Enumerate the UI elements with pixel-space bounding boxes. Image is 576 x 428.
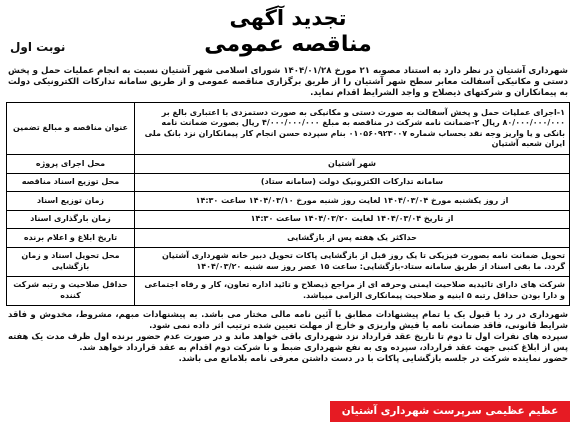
table-row — [7, 210, 570, 229]
note-paragraph: سپرده های نفرات اول تا دوم تا تاریخ عقد قرارداد نزد شهرداری باقی خواهد ماند و در صورت عدم حضور برنده اول ظرف مدت یک هفته پس از ابلاغ کتبی جهت عقد قرارداد، سپرده وی به نفع شهرداری ضبط و با شرکت دوم اقدام به عقد قرارداد خواهد شد. — [8, 330, 568, 352]
table-cell-label: حداقل صلاحیت و رتبه شرکت کننده — [7, 276, 135, 305]
table-cell-label: محل اجرای پروژه — [7, 155, 135, 174]
header — [6, 4, 570, 64]
note-paragraph: شهرداری در رد یا قبول یک یا تمام پیشنهادات مطابق با آئین نامه مالی مختار می باشد. به پیشنهادات مبهم، مشروط، مخدوش و فاقد شرایط قانونی، فاقد ضمانت نامه یا فیش واریزی و خارج از مهلت تعیین شده ترتیب اثر داده نمی شود. — [8, 308, 568, 330]
table-cell-value: شرکت های دارای تائیدیه صلاحیت ایمنی وحرفه ای از مراجع ذیصلاح و تائید اداره تعاون، کار و رفاه اجتماعی و دارا بودن حداقل رتبه ۵ ابنیه و صلاحیت پیمانکاری الزامی میباشد. — [135, 276, 570, 305]
table-cell-value: تحویل ضمانت نامه بصورت فیزیکی تا یک روز قبل از بازگشایی پاکات تحویل دبیر خانه شهرداری آشتیان گردد. ما بقی اسناد از طریق سامانه ستاد-بازگشایی: ساعت ۱۵ عصر روز سه شنبه ۱۴۰۴/۰۳/۲۰ — [135, 247, 570, 276]
table-cell-value: از تاریخ ۱۴۰۴/۰۳/۰۴ لغایت ۱۴۰۴/۰۳/۲۰ ساعت ۱۴:۳۰ — [135, 210, 570, 229]
table-cell-label: محل توزیع اسناد مناقصه — [7, 173, 135, 192]
tender-table — [6, 102, 570, 306]
table-row — [7, 192, 570, 211]
signature-banner: عظیم عظیمی سرپرست شهرداری آشتیان — [330, 401, 570, 422]
table-cell-label: تاریخ ابلاغ و اعلام برنده — [7, 229, 135, 248]
table-row — [7, 103, 570, 155]
table-cell-label: زمان توزیع اسناد — [7, 192, 135, 211]
notice-subtitle: مناقصه عمومی — [204, 32, 372, 57]
table-row — [7, 247, 570, 276]
table-cell-value: شهر آشتیان — [135, 155, 570, 174]
table-cell-value: حداکثر یک هفته پس از بازگشایی — [135, 229, 570, 248]
note-paragraph: حضور نماینده شرکت در جلسه بازگشایی پاکات با در دست داشتن معرفی نامه بلامانع می باشد. — [178, 352, 568, 363]
table-cell-label: عنوان مناقصه و مبالغ تضمین — [7, 103, 135, 155]
intro-paragraph: شهرداری آشتیان در نظر دارد به استناد مصوبه ۲۱ مورخ ۱۴۰۴/۰۱/۲۸ شورای اسلامی شهر آشتیان نسبت به انجام عملیات حمل و پخش دستی و مکانیکی آسفالت معابر سطح شهر آشتیان را از طریق برگزاری مناقصه عمومی و از طریق سامانه تدارکات الکترونیکی دولت به پیمانکاران و شرکتهای ذیصلاح و واجد الشرایط اقدام نماید. — [8, 66, 568, 98]
table-cell-value: از روز یکشنبه مورخ ۱۴۰۴/۰۳/۰۴ لغایت روز شنبه مورخ ۱۴۰۴/۰۳/۱۰ ساعت ۱۴:۳۰ — [135, 192, 570, 211]
table-cell-value: سامانه تدارکات الکترونیک دولت (سامانه ستاد) — [135, 173, 570, 192]
table-row — [7, 173, 570, 192]
table-row — [7, 155, 570, 174]
notes — [6, 309, 570, 364]
table-cell-value: ۱-اجرای عملیات حمل و پخش آسفالت به صورت دستی و مکانیکی به صورت دستمزدی با اعتباری بالغ بر ۸۰/۰۰۰/۰۰۰/۰۰۰ ریال ۲-ضمانت نامه شرکت در مناقصه به مبلغ ۴/۰۰۰/۰۰۰/۰۰۰ ریال بصورت ضمانت نامه بانکی و یا واریز وجه نقد بحساب شماره ۰۱۰۵۶۰۹۲۳۰۰۷ بنام سپرده حسن انجام کار پیمانکاران نزد بانک ملی ایران شعبه آشتیان — [135, 103, 570, 155]
table-cell-label: محل تحویل اسناد و زمان بازگشایی — [7, 247, 135, 276]
table-cell-label: زمان بارگذاری اسناد — [7, 210, 135, 229]
notice-title: تجدید آگهی — [229, 6, 347, 30]
table-row — [7, 276, 570, 305]
table-row — [7, 229, 570, 248]
edition-label: نوبت اول — [10, 40, 66, 54]
